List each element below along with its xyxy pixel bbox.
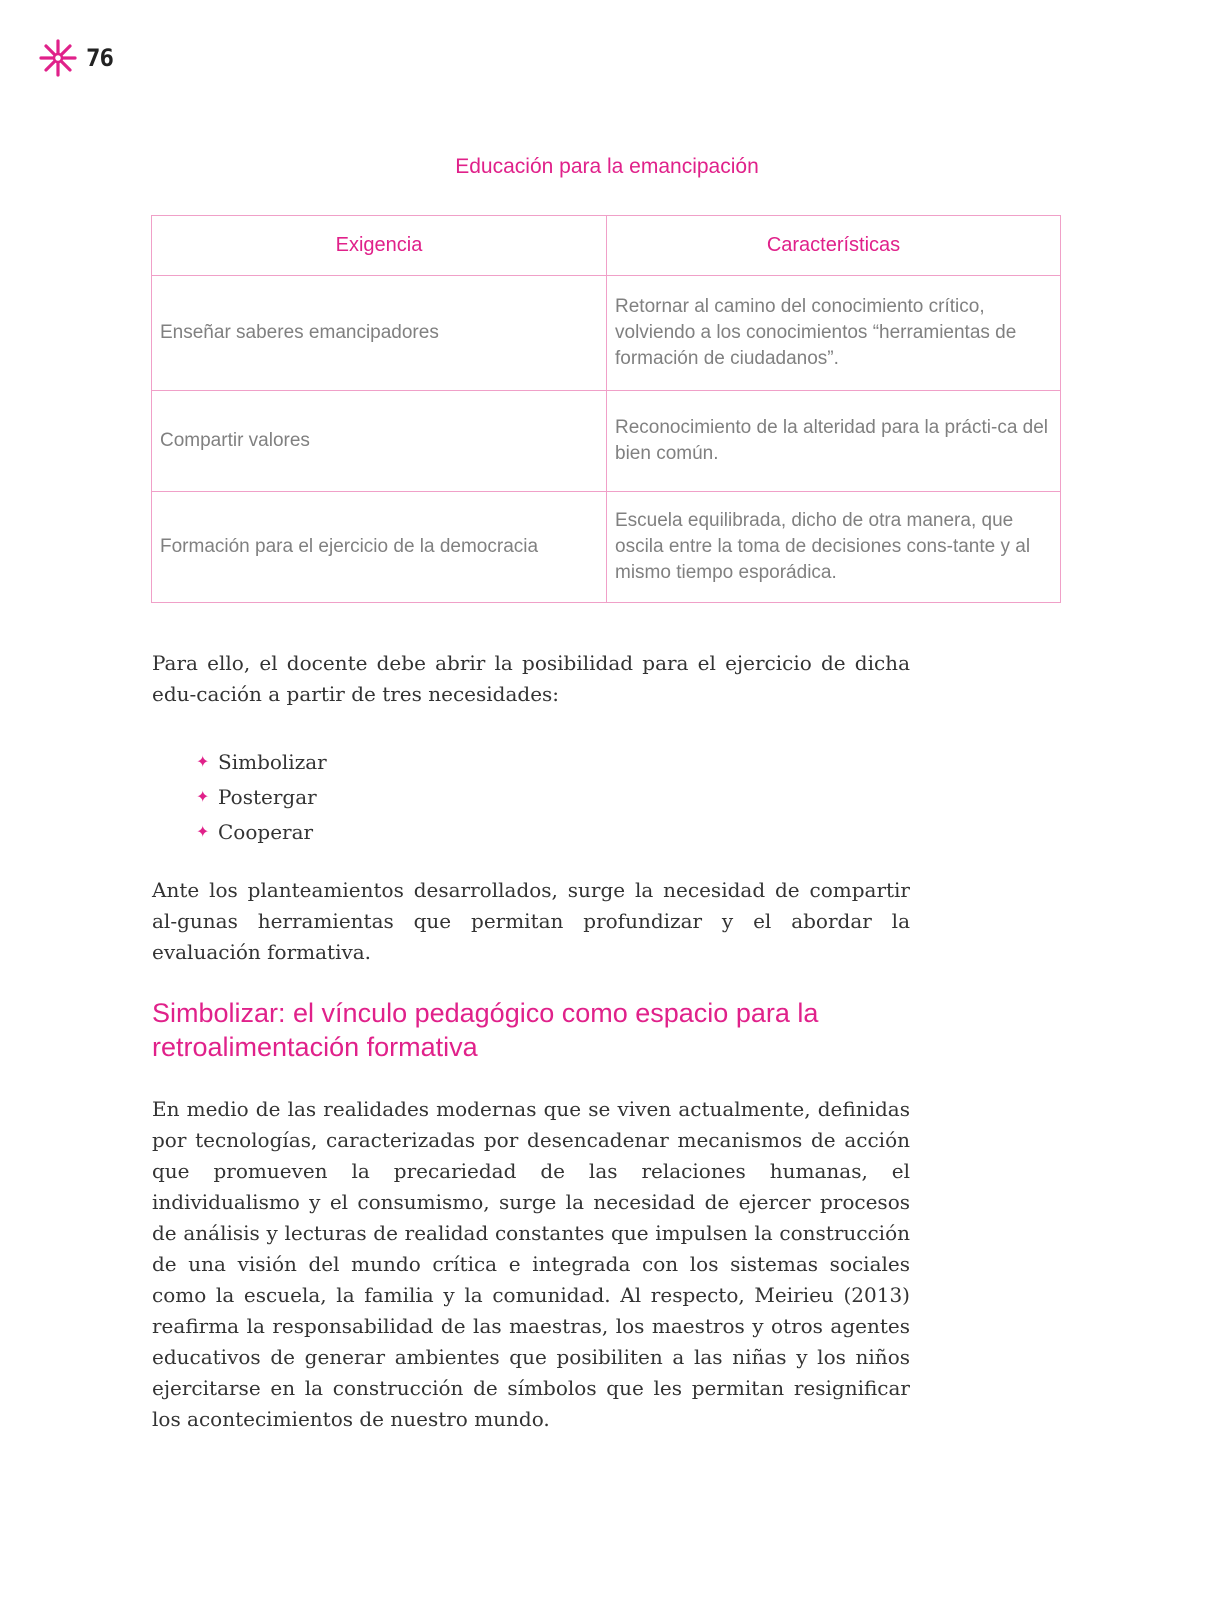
page-number: 76 <box>86 44 113 72</box>
cell-exigencia: Formación para el ejercicio de la democracia <box>152 492 607 603</box>
paragraph-intro: Para ello, el docente debe abrir la posibilidad para el ejercicio de dicha edu-cación a partir de tres necesidades: <box>152 651 910 706</box>
diamond-bullet-icon: ✦ <box>196 752 210 771</box>
list-item-label: Cooperar <box>218 819 314 844</box>
paragraph-tools: Ante los planteamientos desarrollados, surge la necesidad de compartir al-gunas herramientas que permitan profundizar y el abordar la evaluación formativa. <box>152 878 910 964</box>
cell-caracteristicas: Reconocimiento de la alteridad para la prácti-ca del bien común. <box>607 391 1061 492</box>
table-title: Educación para la emancipación <box>455 155 759 178</box>
list-item <box>196 814 327 849</box>
column-header-exigencia: Exigencia <box>152 216 607 276</box>
cell-exigencia: Enseñar saberes emancipadores <box>152 276 607 391</box>
cell-exigencia: Compartir valores <box>152 391 607 492</box>
table-row <box>152 492 1061 603</box>
paragraph-body: En medio de las realidades modernas que se viven actualmente, definidas por tecnologías, caracterizadas por desencadenar mecanismos de acción que promueven la precariedad de las relaciones humanas, el individualismo y el consumismo, surge la necesidad de ejercer procesos de análisis y lecturas de realidad constantes que impulsen la construcción de una visión del mundo crítica e integrada con los sistemas sociales como la escuela, la familia y la comunidad. Al respecto, Meirieu (2013) reafirma la responsabilidad de las maestras, los maestros y otros agentes educativos de generar ambientes que posibiliten a las niñas y los niños ejercitarse en la construcción de símbolos que les permitan resignificar los acontecimientos de nuestro mundo. <box>152 1097 910 1431</box>
cell-caracteristicas: Escuela equilibrada, dicho de otra manera, que oscila entre la toma de decisiones cons-tante y al mismo tiempo esporádica. <box>607 492 1061 603</box>
list-item-label: Simbolizar <box>218 749 327 774</box>
list-item <box>196 779 327 814</box>
diamond-bullet-icon: ✦ <box>196 822 210 841</box>
emancipation-table <box>151 215 1061 603</box>
list-item <box>196 744 327 779</box>
cell-caracteristicas: Retornar al camino del conocimiento crítico, volviendo a los conocimientos “herramientas de formación de ciudadanos”. <box>607 276 1061 391</box>
table-row <box>152 391 1061 492</box>
asterisk-icon <box>38 38 78 78</box>
diamond-bullet-icon: ✦ <box>196 787 210 806</box>
table-row <box>152 276 1061 391</box>
table-header-row <box>152 216 1061 276</box>
column-header-caracteristicas: Características <box>607 216 1061 276</box>
page-folio <box>38 38 113 78</box>
needs-list <box>196 744 327 849</box>
section-heading: Simbolizar: el vínculo pedagógico como espacio para la retroalimentación formativa <box>152 998 819 1062</box>
list-item-label: Postergar <box>218 784 317 809</box>
